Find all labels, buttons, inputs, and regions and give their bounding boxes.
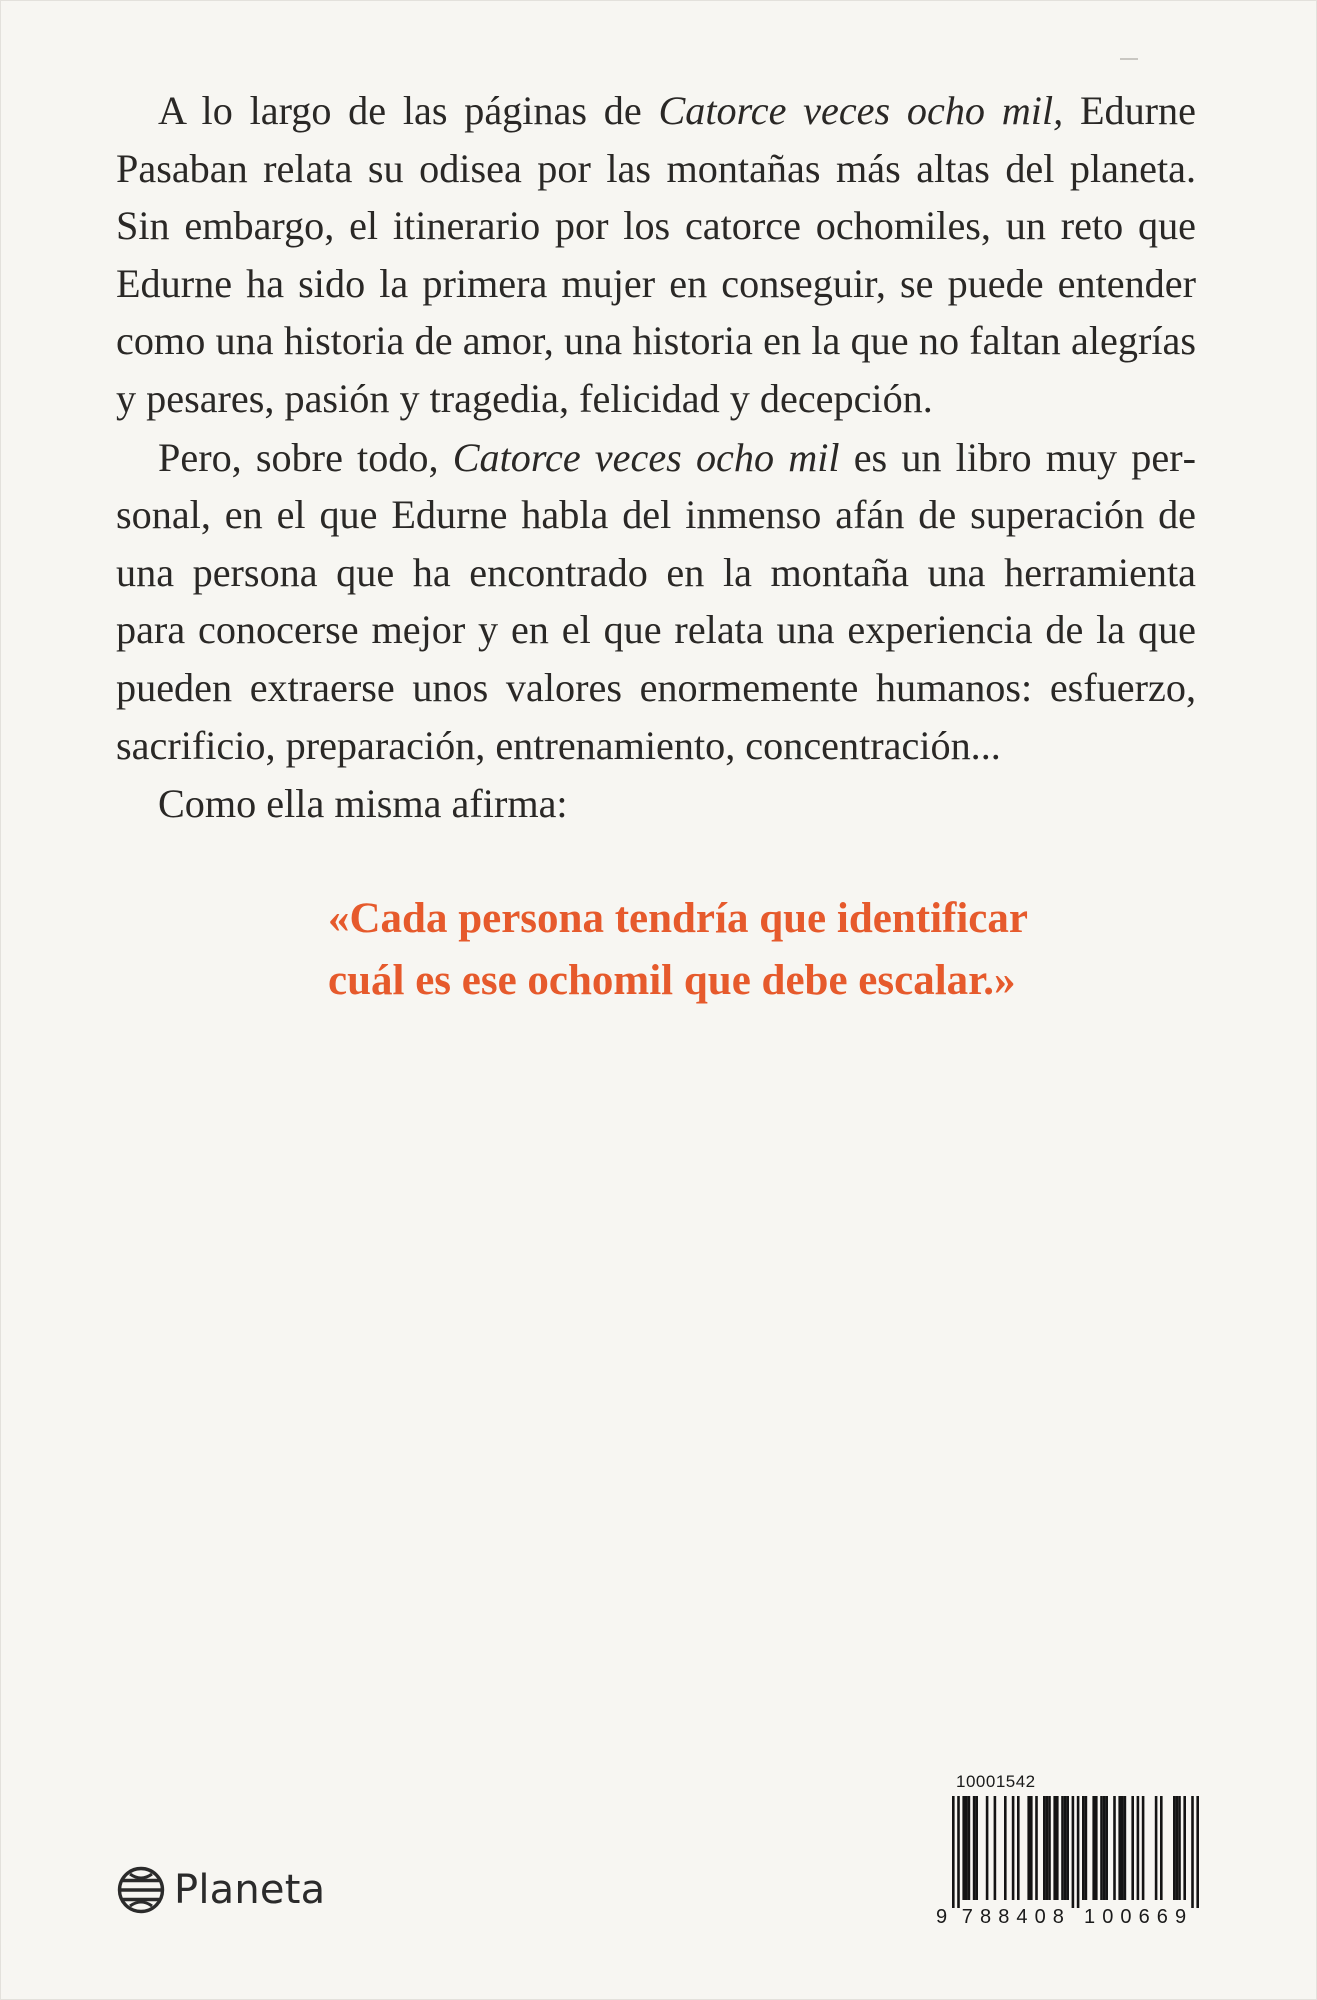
barcode-bar bbox=[1160, 1796, 1163, 1900]
barcode-bar bbox=[965, 1796, 968, 1900]
barcode-guard-bar bbox=[1077, 1796, 1080, 1908]
barcode-internal-code: 10001542 bbox=[956, 1772, 1036, 1791]
barcode-guard-bar bbox=[1072, 1796, 1075, 1908]
barcode-bar bbox=[986, 1796, 989, 1900]
barcode-bar bbox=[975, 1796, 978, 1900]
barcode-bar bbox=[1082, 1796, 1085, 1900]
barcode-bar bbox=[1017, 1796, 1020, 1900]
isbn-digit: 8 bbox=[980, 1906, 997, 1928]
barcode-bar bbox=[968, 1796, 971, 1900]
barcode-bar bbox=[1121, 1796, 1124, 1900]
barcode-bar bbox=[1085, 1796, 1088, 1900]
barcode-bar bbox=[1064, 1796, 1067, 1900]
barcode-bar bbox=[1048, 1796, 1051, 1900]
barcode-bar bbox=[1100, 1796, 1103, 1900]
barcode-guard-bar bbox=[952, 1796, 955, 1908]
isbn-digit: 1 bbox=[1084, 1906, 1101, 1928]
barcode-bar bbox=[1035, 1796, 1038, 1900]
barcode-bar bbox=[1131, 1796, 1134, 1900]
publisher-name: Planeta bbox=[174, 1867, 326, 1913]
barcode-bar bbox=[1176, 1796, 1179, 1900]
blurb-paragraph-3: Como ella misma afirma: bbox=[158, 781, 568, 827]
isbn-digit: 8 bbox=[998, 1906, 1015, 1928]
pull-quote bbox=[328, 888, 1128, 1012]
barcode-bar bbox=[1178, 1796, 1181, 1900]
isbn-digit: 0 bbox=[1102, 1906, 1119, 1928]
book-title: Catorce veces ocho mil, bbox=[658, 88, 1064, 133]
isbn-digit: 7 bbox=[961, 1906, 978, 1928]
book-title: Catorce veces ocho mil bbox=[452, 434, 840, 480]
back-cover-blurb bbox=[116, 82, 1196, 833]
publisher-logo bbox=[116, 1860, 325, 1920]
isbn-digit: 9 bbox=[936, 1906, 953, 1928]
barcode-bar bbox=[1043, 1796, 1046, 1900]
barcode-bar bbox=[1061, 1796, 1064, 1900]
barcode-bar bbox=[962, 1796, 965, 1900]
isbn-digit: 9 bbox=[1175, 1906, 1192, 1928]
isbn-digit: 0 bbox=[1034, 1906, 1051, 1928]
barcode-bar bbox=[1066, 1796, 1069, 1900]
barcode-bar bbox=[1046, 1796, 1049, 1900]
pull-quote-line-1: «Cada persona tendría que identificar bbox=[328, 895, 1028, 942]
barcode-guard-bar bbox=[1191, 1796, 1194, 1908]
barcode-bar bbox=[994, 1796, 997, 1900]
planeta-globe-icon bbox=[116, 1865, 166, 1915]
barcode-bar bbox=[1053, 1796, 1056, 1900]
barcode-bar bbox=[1173, 1796, 1176, 1900]
barcode-bar bbox=[1155, 1796, 1158, 1900]
barcode-bar bbox=[1142, 1796, 1145, 1900]
isbn-digit: 0 bbox=[1120, 1906, 1137, 1928]
barcode-bar bbox=[1004, 1796, 1007, 1900]
barcode-bar bbox=[1137, 1796, 1140, 1900]
isbn-digit: 6 bbox=[1138, 1906, 1155, 1928]
barcode-bar bbox=[1124, 1796, 1127, 1900]
barcode-bar bbox=[1056, 1796, 1059, 1900]
blurb-paragraph-2: Pero, sobre todo, Catorce veces ocho mil es un libro muy personal, en el que Edurne habla del inmenso afán de superación de una persona que ha encontrado en la montaña una herramienta para conocerse mejor y en el que relata una experiencia de la que pueden extraerse unos valores enormemente humanos: esfuerzo, sacrificio, preparación, entrenamiento, concentración... bbox=[116, 434, 1196, 768]
barcode-guard-bar bbox=[957, 1796, 960, 1908]
barcode-bar bbox=[1118, 1796, 1121, 1900]
isbn-barcode bbox=[930, 1772, 1220, 1932]
barcode-bar bbox=[1030, 1796, 1033, 1900]
barcode-bar bbox=[1105, 1796, 1108, 1900]
isbn-digit: 8 bbox=[1052, 1906, 1069, 1928]
pull-quote-line-2: cuál es ese ochomil que debe escalar.» bbox=[328, 957, 1016, 1004]
barcode-bar bbox=[1027, 1796, 1030, 1900]
isbn-digit: 4 bbox=[1016, 1906, 1033, 1928]
barcode-bar bbox=[973, 1796, 976, 1900]
barcode-bar bbox=[1095, 1796, 1098, 1900]
barcode-bar bbox=[1183, 1796, 1186, 1900]
barcode-bar bbox=[1103, 1796, 1106, 1900]
barcode-bar bbox=[1113, 1796, 1116, 1900]
barcode-bar bbox=[1092, 1796, 1095, 1900]
barcode-bars bbox=[930, 1796, 1220, 1908]
crop-mark bbox=[1120, 58, 1138, 60]
blurb-paragraph-1: A lo largo de las páginas de Catorce veces ocho mil, Edurne Pasaban relata su odisea por las montañas más altas del planeta. Sin embargo, el itinerario por los catorce ochomiles, un reto que Edurne ha sido la primera mujer en conseguir, se puede entender como una historia de amor, una historia en la que no faltan alegrías y pesares, pasión y tragedia, felicidad y decepción. bbox=[116, 88, 1196, 421]
barcode-bar bbox=[1012, 1796, 1015, 1900]
isbn-digit: 6 bbox=[1156, 1906, 1173, 1928]
barcode-guard-bar bbox=[1196, 1796, 1199, 1908]
